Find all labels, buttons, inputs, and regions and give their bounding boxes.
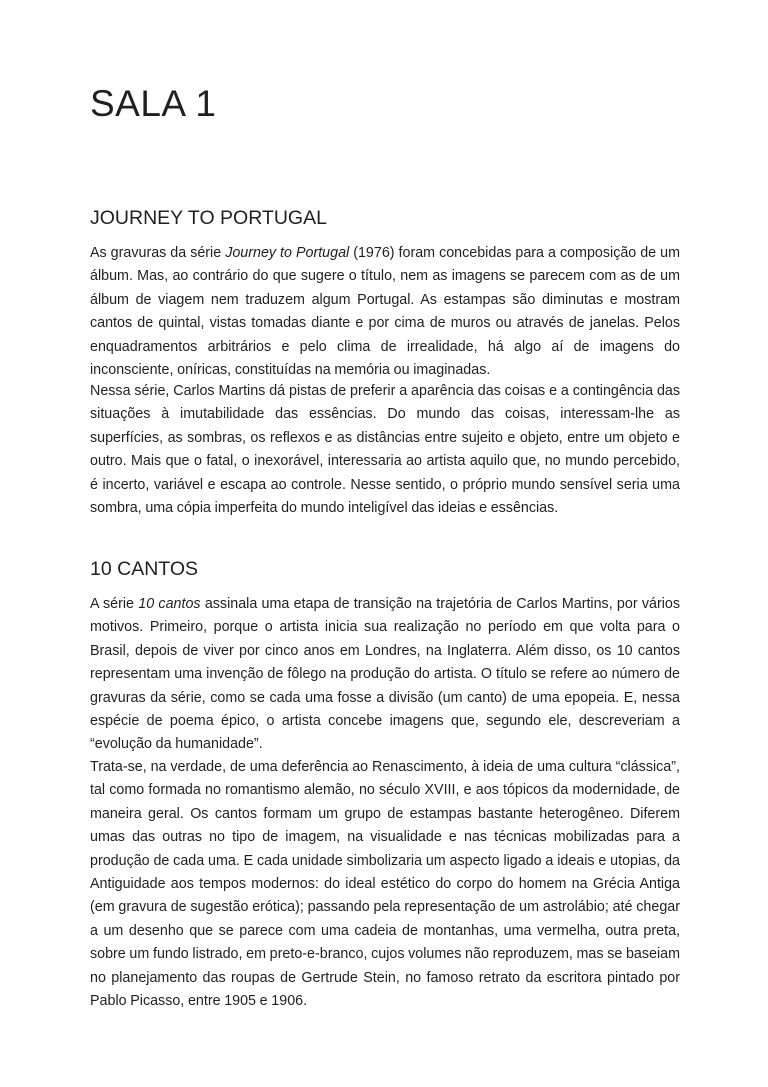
series-title-italic: 10 cantos (138, 596, 201, 612)
paragraph-text-before: As gravuras da série (90, 245, 226, 261)
paragraph: Trata-se, na verdade, de uma deferência ao Renascimento, à ideia de uma cultura “clássica”, tal como formada no romantismo alemão, no século XVIII, e aos tópicos da modernidade, de maneira geral. Os cantos formam um grupo de estampas bastante heterogêneo. Diferem umas das outras no tipo de imagem, na visualidade e nas técnicas mobilizadas para a produção de cada uma. E cada unidade simbolizaria um aspecto ligado a ideais e utopias, da Antiguidade aos tempos modernos: do ideal estético do corpo do homem na Grécia Antiga (em gravura de sugestão erótica); passando pela representação de um astrolábio; até chegar a um desenho que se parece com uma cadeia de montanhas, uma vermelha, outra preta, sobre um fundo listrado, em preto-e-branco, cujos volumes não reproduzem, mas se baseiam no planejamento das roupas de Gertrude Stein, no famoso retrato da escritora pintado por Pablo Picasso, entre 1905 e 1906. (90, 759, 681, 1010)
section-heading-10-cantos: 10 CANTOS (90, 558, 199, 580)
series-title-italic: Journey to Portugal (225, 245, 350, 261)
page-title: SALA 1 (90, 83, 217, 124)
paragraph: Nessa série, Carlos Martins dá pistas de preferir a aparência das coisas e a contingência das situações à imutabilidade das essências. Do mundo das coisas, interessam-lhe as superfícies, as sombras, os reflexos e as distâncias entre sujeito e objeto, entre um objeto e outro. Mais que o fatal, o inexorável, interessaria ao artista aquilo que, no mundo percebido, é incerto, variável e escapa ao controle. Nesse sentido, o próprio mundo sensível seria uma sombra, uma cópia imperfeita do mundo inteligível das ideias e essências. (90, 383, 680, 517)
paragraph-text-before: A série (90, 596, 139, 612)
section-heading-journey-to-portugal: JOURNEY TO PORTUGAL (90, 207, 327, 229)
paragraph (90, 593, 680, 757)
paragraph-text-after: (1976) foram concebidas para a composição de um álbum. Mas, ao contrário do que sugere o título, nem as imagens se parecem com as de um álbum de viagem nem traduzem algum Portugal. As estampas são diminutas e mostram cantos de quintal, vistas tomadas diante e por cima de muros ou através de janelas. Pelos enquadramentos arbitrários e pelo clima de irrealidade, há algo aí de imagens do inconsciente, oníricas, constituídas na memória ou imaginadas. (90, 245, 680, 379)
paragraph (90, 242, 680, 382)
paragraph-text-after: assinala uma etapa de transição na trajetória de Carlos Martins, por vários motivos. Primeiro, porque o artista inicia sua realização no período em que volta para o Brasil, depois de viver por cinco anos em Londres, na Inglaterra. Além disso, os 10 cantos representam uma invenção de fôlego na produção do artista. O título se refere ao número de gravuras da série, como se cada uma fosse a divisão (um canto) de uma epopeia. E, nessa espécie de poema épico, o artista concebe imagens que, segundo ele, descreveriam a “evolução da humanidade”. (90, 596, 680, 753)
